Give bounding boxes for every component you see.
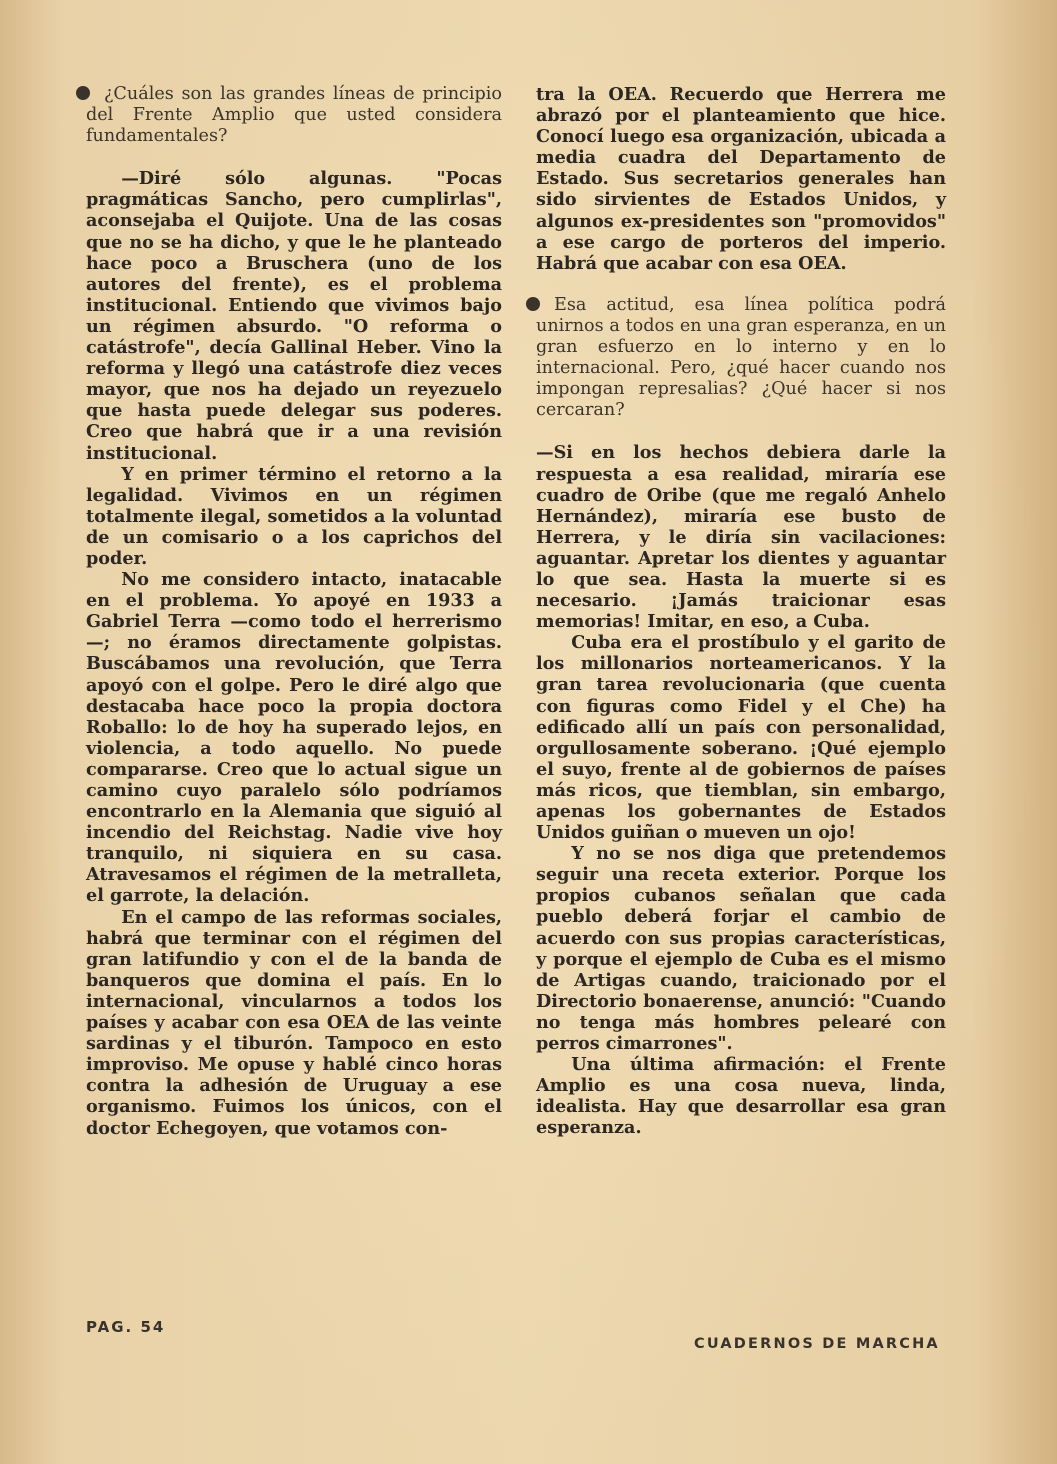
question-text: Esa actitud, esa línea política podrá unirnos a todos en una gran esperanza, en un gran esfuerzo en lo interno y en lo internacional. Pero, ¿qué hacer cuando nos impongan represalias? ¿Qué hacer si nos cercaran? <box>536 294 946 421</box>
bullet-icon <box>526 297 540 311</box>
answer-paragraph: Cuba era el prostíbulo y el garito de los millonarios norteamericanos. Y la gran tarea revolucionaria (que cuenta con figuras como Fidel y el Che) ha edificado allí un país con personalidad, orgullosamente soberano. ¡Qué ejemplo el suyo, frente al de gobiernos de países más ricos, que tiemblan, sin embargo, apenas los gobernantes de Estados Unidos guiñan o mueven un ojo! <box>536 632 946 844</box>
answer-paragraph: En el campo de las reformas sociales, habrá que terminar con el régimen del gran latifundio y con el de la banda de banqueros que domina el país. En lo internacional, vincularnos a todos los países y acabar con esa OEA de las veinte sardinas y el tiburón. Tampoco en esto improviso. Me opuse y hablé cinco horas contra la adhesión de Uruguay a ese organismo. Fuimos los únicos, con el doctor Echegoyen, que votamos con- <box>86 906 502 1139</box>
question-paragraph <box>536 295 946 422</box>
answer-paragraph: No me considero intacto, inatacable en el problema. Yo apoyé en 1933 a Gabriel Terra —como todo el herrerismo—; no éramos directamente golpistas. Buscábamos una revolución, que Terra apoyó con el golpe. Pero le diré algo que destacaba hace poco la propia doctora Roballo: lo de hoy ha superado lejos, en violencia, a todo aquello. No puede compararse. Creo que lo actual sigue un camino cuyo paralelo sólo podríamos encontrarlo en la Alemania que siguió al incendio del Reichstag. Nadie vive hoy tranquilo, ni siquiera en su casa. Atravesamos el régimen de la metralleta, el garrote, la delación. <box>86 569 502 907</box>
page-number: PAG. 54 <box>86 1318 166 1336</box>
answer-continuation: tra la OEA. Recuerdo que Herrera me abrazó por el planteamiento que hice. Conocí luego esa organización, ubicada a media cuadra del Departamento de Estado. Sus secretarios generales han sido sirvientes de Estados Unidos, y algunos ex-presidentes son "promovidos" a ese cargo de porteros del imperio. Habrá que acabar con esa OEA. <box>536 84 946 274</box>
question-paragraph <box>86 84 502 147</box>
paragraph-gap <box>536 274 946 295</box>
paragraph-gap <box>536 421 946 442</box>
answer-paragraph: Una última afirmación: el Frente Amplio es una cosa nueva, linda, idealista. Hay que desarrollar esa gran esperanza. <box>536 1054 946 1139</box>
answer-paragraph: Y no se nos diga que pretendemos seguir una receta exterior. Porque los propios cubanos señalan que cada pueblo deberá forjar el cambio de acuerdo con sus propias características, y porque el ejemplo de Cuba es el mismo de Artigas cuando, traicionado por el Directorio bonaerense, anunció: "Cuando no tenga más hombres pelearé con perros cimarrones". <box>536 843 946 1055</box>
answer-paragraph: —Si en los hechos debiera darle la respuesta a esa realidad, miraría ese cuadro de Oribe (que me regaló Anhelo Hernández), miraría ese busto de Herrera, y le diría sin vacilaciones: aguantar. Apretar los dientes y aguantar lo que sea. Hasta la muerte si es necesario. ¡Jamás traicionar esas memorias! Imitar, en eso, a Cuba. <box>536 442 946 633</box>
left-column <box>86 84 502 1139</box>
answer-paragraph: Y en primer término el retorno a la legalidad. Vivimos en un régimen totalmente ilegal, sometidos a la voluntad de un comisario o a los caprichos del poder. <box>86 463 502 569</box>
answer-paragraph: —Diré sólo algunas. "Pocas pragmáticas Sancho, pero cumplirlas", aconsejaba el Quijote. Una de las cosas que no se ha dicho, y que le he planteado hace poco a Bruschera (uno de los autores del frente), es el problema institucional. Entiendo que vivimos bajo un régimen absurdo. "O reforma o catástrofe", decía Gallinal Heber. Vino la reforma y llegó una catástrofe diez veces mayor, que nos ha dejado un reyezuelo que hasta puede delegar sus poderes. Creo que habrá que ir a una revisión institucional. <box>86 168 502 464</box>
right-column <box>536 84 946 1139</box>
question-text: ¿Cuáles son las grandes líneas de principio del Frente Amplio que usted considera fundamentales? <box>86 84 502 147</box>
magazine-name: CUADERNOS DE MARCHA <box>694 1336 940 1352</box>
paragraph-gap <box>86 147 502 168</box>
bullet-icon <box>76 86 90 100</box>
